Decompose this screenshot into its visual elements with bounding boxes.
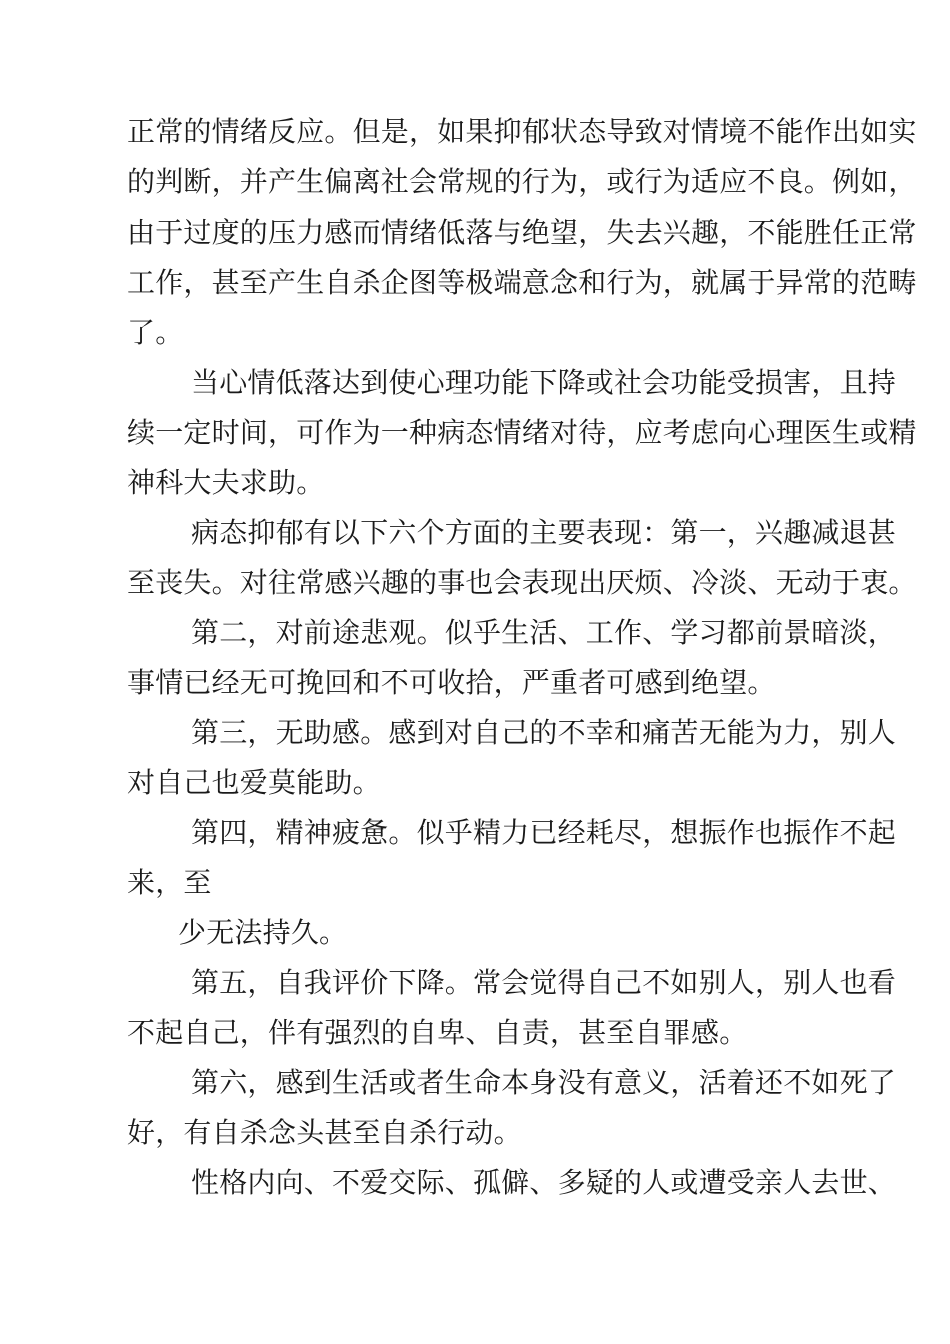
text-line: 工作，甚至产生自杀企图等极端意念和行为，就属于异常的范畴 xyxy=(127,266,917,299)
paragraph-start-line: 第二，对前途悲观。似乎生活、工作、学习都前景暗淡， xyxy=(191,616,897,649)
paragraph-start-line: 第五，自我评价下降。常会觉得自己不如别人，别人也看 xyxy=(191,966,897,999)
text-line: 好，有自杀念头甚至自杀行动。 xyxy=(127,1116,522,1149)
text-line: 来，至 xyxy=(127,866,212,899)
text-line: 续一定时间，可作为一种病态情绪对待，应考虑向心理医生或精 xyxy=(127,416,917,449)
paragraph-start-line: 病态抑郁有以下六个方面的主要表现：第一，兴趣减退甚 xyxy=(191,516,897,549)
text-line: 正常的情绪反应。但是，如果抑郁状态导致对情境不能作出如实 xyxy=(127,115,917,148)
paragraph-start-line: 性格内向、不爱交际、孤僻、多疑的人或遭受亲人去世、 xyxy=(191,1166,897,1199)
text-line: 的判断，并产生偏离社会常规的行为，或行为适应不良。例如， xyxy=(127,165,917,198)
text-line: 不起自己，伴有强烈的自卑、自责，甚至自罪感。 xyxy=(127,1016,748,1049)
paragraph-start-line: 第三，无助感。感到对自己的不幸和痛苦无能为力，别人 xyxy=(191,716,897,749)
text-line: 由于过度的压力感而情绪低落与绝望，失去兴趣，不能胜任正常 xyxy=(127,216,917,249)
text-line: 少无法持久。 xyxy=(178,916,348,949)
text-line: 事情已经无可挽回和不可收拾，严重者可感到绝望。 xyxy=(127,666,776,699)
paragraph-start-line: 当心情低落达到使心理功能下降或社会功能受损害，且持 xyxy=(191,366,897,399)
text-line: 了。 xyxy=(127,316,184,349)
text-line: 至丧失。对往常感兴趣的事也会表现出厌烦、冷淡、无动于衷。 xyxy=(127,566,917,599)
paragraph-start-line: 第四，精神疲惫。似乎精力已经耗尽，想振作也振作不起 xyxy=(191,816,897,849)
text-line: 神科大夫求助。 xyxy=(127,466,325,499)
text-line: 对自己也爱莫能助。 xyxy=(127,766,381,799)
paragraph-start-line: 第六，感到生活或者生命本身没有意义，活着还不如死了 xyxy=(191,1066,897,1099)
